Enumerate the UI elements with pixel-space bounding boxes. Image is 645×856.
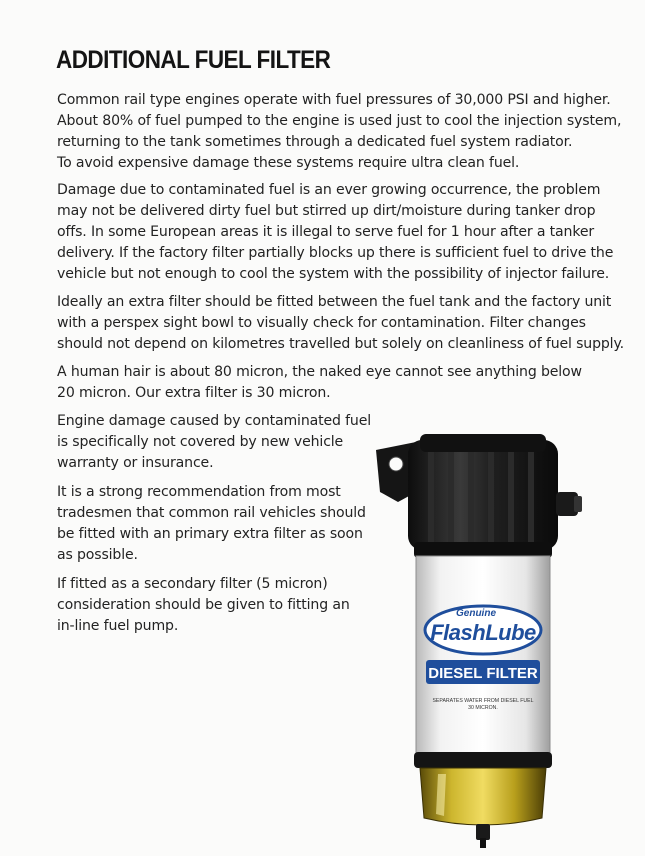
- page-title: ADDITIONAL FUEL FILTER: [56, 46, 331, 74]
- fuel-filter-illustration: [368, 430, 608, 850]
- paragraph-1: [57, 90, 621, 174]
- label-brand: FlashLube: [430, 620, 536, 645]
- paragraph-line: is specifically not covered by new vehicle: [57, 434, 344, 450]
- paragraph-line: If fitted as a secondary filter (5 micron): [57, 576, 328, 592]
- label-product: DIESEL FILTER: [428, 665, 538, 682]
- paragraph-line: About 80% of fuel pumped to the engine is used just to cool the injection system,: [57, 113, 622, 129]
- paragraph-line: Ideally an extra filter should be fitted between the fuel tank and the factory unit: [57, 294, 612, 310]
- paragraph-line: Engine damage caused by contaminated fuel: [57, 413, 371, 429]
- filter-canister: [416, 556, 550, 756]
- label-spec-line-1: SEPARATES WATER FROM DIESEL FUEL: [432, 698, 534, 704]
- drain-valve: [476, 824, 490, 840]
- label-spec-line-2: 30 MICRON.: [468, 705, 498, 711]
- paragraph-4: [57, 362, 582, 404]
- paragraph-line: offs. In some European areas it is illegal to serve fuel for 1 hour after a tanker: [57, 224, 594, 240]
- paragraph-line: tradesmen that common rail vehicles should: [57, 505, 366, 521]
- paragraph-2: [57, 180, 613, 285]
- paragraph-line: be fitted with an primary extra filter as soon: [57, 526, 363, 542]
- paragraph-line: in-line fuel pump.: [57, 618, 179, 634]
- paragraph-6: [57, 482, 366, 566]
- paragraph-line: Damage due to contaminated fuel is an ever growing occurrence, the problem: [57, 182, 601, 198]
- bowl-collar: [414, 752, 552, 768]
- paragraph-3: [57, 292, 624, 355]
- paragraph-line: returning to the tank sometimes through a dedicated fuel system radiator.: [57, 134, 573, 150]
- paragraph-line: It is a strong recommendation from most: [57, 484, 341, 500]
- filter-head: [408, 434, 582, 558]
- paragraph-line: delivery. If the factory filter partially blocks up there is sufficient fuel to drive the: [57, 245, 614, 261]
- paragraph-line: Common rail type engines operate with fuel pressures of 30,000 PSI and higher.: [57, 92, 611, 108]
- paragraph-line: warranty or insurance.: [57, 455, 214, 471]
- paragraph-line: 20 micron. Our extra filter is 30 micron.: [57, 385, 331, 401]
- paragraph-line: should not depend on kilometres travelled but solely on cleanliness of fuel supply.: [57, 336, 624, 352]
- paragraph-line: To avoid expensive damage these systems require ultra clean fuel.: [57, 155, 520, 171]
- paragraph-line: as possible.: [57, 547, 138, 563]
- label-genuine: Genuine: [456, 608, 497, 619]
- paragraph-line: with a perspex sight bowl to visually check for contamination. Filter changes: [57, 315, 586, 331]
- paragraph-line: consideration should be given to fitting an: [57, 597, 350, 613]
- sight-bowl: [420, 768, 546, 848]
- paragraph-line: may not be delivered dirty fuel but stirred up dirt/moisture during tanker drop: [57, 203, 596, 219]
- paragraph-7: [57, 574, 350, 637]
- paragraph-line: A human hair is about 80 micron, the naked eye cannot see anything below: [57, 364, 582, 380]
- paragraph-line: vehicle but not enough to cool the system with the possibility of injector failure.: [57, 266, 610, 282]
- paragraph-5: [57, 411, 371, 474]
- fuel-filter-photo: [368, 430, 608, 850]
